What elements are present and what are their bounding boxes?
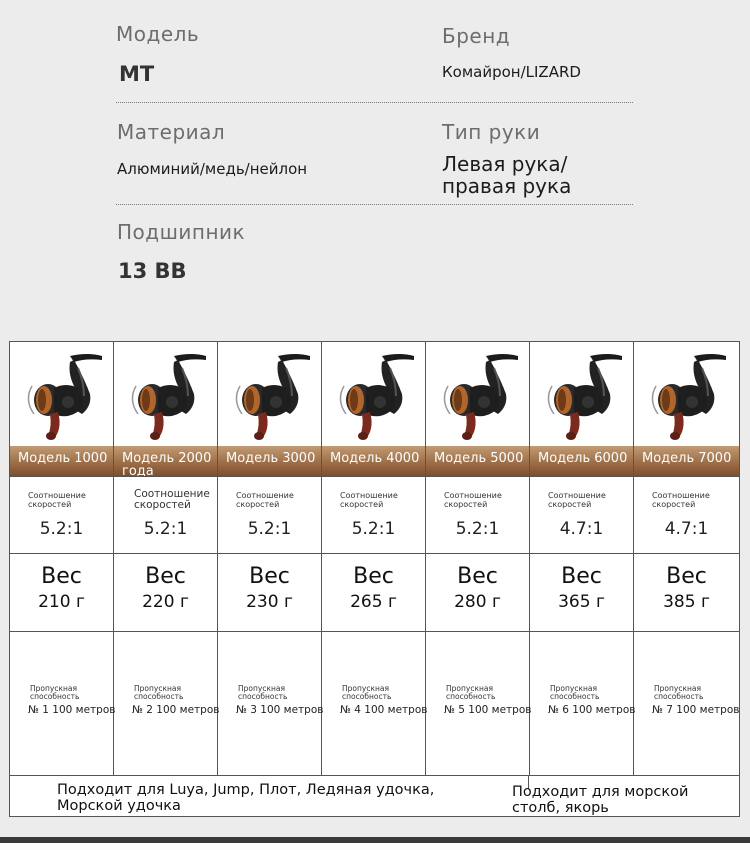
reel-image-cell	[114, 342, 217, 446]
line-capacity-cell	[426, 632, 532, 775]
reel-image-cell	[218, 342, 321, 446]
model-name: Модель 1000	[10, 446, 113, 476]
model-name: Модель 2000 года	[114, 446, 217, 476]
gear-ratio-value: 5.2:1	[39, 519, 84, 539]
suitable-row	[10, 775, 739, 817]
gear-ratio-cell	[218, 476, 321, 554]
hand-value-line2: правая рука	[442, 174, 572, 198]
model-column	[322, 342, 426, 775]
weight-value: 265 г	[350, 592, 397, 612]
gear-ratio-label: Соотношение скоростей	[652, 491, 710, 509]
model-name: Модель 6000	[530, 446, 633, 476]
reel-image-cell	[426, 342, 529, 446]
line-capacity-cell	[530, 632, 636, 775]
gear-ratio-cell	[634, 476, 739, 554]
weight-value: 220 г	[142, 592, 189, 612]
line-capacity-cell	[634, 632, 739, 775]
weight-cell	[426, 554, 529, 632]
line-capacity-cell	[218, 632, 324, 775]
gear-ratio-value: 5.2:1	[455, 519, 500, 539]
weight-value: 230 г	[246, 592, 293, 612]
weight-label: Вес	[666, 564, 707, 589]
weight-value: 365 г	[558, 592, 605, 612]
line-capacity-cell	[322, 632, 428, 775]
bearing-label: Подшипник	[117, 220, 246, 244]
model-column	[114, 342, 218, 775]
line-capacity-cell	[10, 632, 116, 775]
material-value: Алюминий/медь/нейлон	[117, 160, 308, 178]
gear-ratio-cell	[10, 476, 113, 554]
line-capacity-value: № 4 100 метров	[340, 704, 428, 716]
weight-cell	[114, 554, 217, 632]
brand-label: Бренд	[442, 24, 511, 48]
model-name: Модель 5000	[426, 446, 529, 476]
weight-cell	[530, 554, 633, 632]
gear-ratio-label: Соотношение скоростей	[236, 491, 294, 509]
line-capacity-value: № 3 100 метров	[236, 704, 324, 716]
fishing-reel-image	[226, 348, 316, 444]
line-capacity-value: № 5 100 метров	[444, 704, 532, 716]
fishing-reel-image	[330, 348, 420, 444]
line-capacity-label: Пропускная способность	[342, 684, 392, 701]
gear-ratio-cell	[322, 476, 425, 554]
line-capacity-label: Пропускная способность	[30, 684, 80, 701]
model-column	[426, 342, 530, 775]
line-capacity-value: № 2 100 метров	[132, 704, 220, 716]
gear-ratio-cell	[530, 476, 633, 554]
weight-cell	[10, 554, 113, 632]
suitable-for-sea-text: Подходит для морской столб, якорь	[512, 784, 689, 816]
line-capacity-value: № 7 100 метров	[652, 704, 740, 716]
hand-value-line1: Левая рука/	[442, 152, 568, 176]
brand-value: Комайрон/LIZARD	[442, 63, 581, 81]
line-capacity-label: Пропускная способность	[446, 684, 496, 701]
line-capacity-cell	[114, 632, 220, 775]
fishing-reel-image	[18, 348, 108, 444]
model-value: MT	[119, 62, 155, 86]
weight-label: Вес	[561, 564, 602, 589]
gear-ratio-label: Соотношение скоростей	[548, 491, 606, 509]
weight-cell	[634, 554, 739, 632]
spec-section	[0, 0, 750, 340]
weight-cell	[218, 554, 321, 632]
weight-label: Вес	[457, 564, 498, 589]
gear-ratio-value: 5.2:1	[247, 519, 292, 539]
hand-label: Тип руки	[442, 120, 541, 144]
suitable-for-text: Подходит для Luya, Jump, Плот, Ледяная удочка, Морской удочка	[57, 782, 435, 814]
fishing-reel-image	[122, 348, 212, 444]
reel-image-cell	[634, 342, 739, 446]
weight-label: Вес	[249, 564, 290, 589]
bottom-band	[0, 837, 750, 843]
weight-label: Вес	[41, 564, 82, 589]
weight-label: Вес	[145, 564, 186, 589]
line-capacity-label: Пропускная способность	[654, 684, 704, 701]
gear-ratio-value: 4.7:1	[664, 519, 709, 539]
fishing-reel-image	[538, 348, 628, 444]
model-name: Модель 3000	[218, 446, 321, 476]
model-name: Модель 4000	[322, 446, 425, 476]
model-spec-table	[9, 341, 740, 817]
fishing-reel-image	[434, 348, 524, 444]
gear-ratio-label: Соотношение скоростей	[444, 491, 502, 509]
gear-ratio-label: Соотношение скоростей	[340, 491, 398, 509]
model-label: Модель	[116, 22, 200, 46]
line-capacity-value: № 6 100 метров	[548, 704, 636, 716]
gear-ratio-cell	[114, 476, 217, 554]
spec-divider	[116, 102, 633, 103]
weight-value: 280 г	[454, 592, 501, 612]
gear-ratio-cell	[426, 476, 529, 554]
reel-image-cell	[530, 342, 633, 446]
reel-image-cell	[10, 342, 113, 446]
weight-value: 385 г	[663, 592, 710, 612]
gear-ratio-label: Соотношение скоростей	[28, 491, 86, 509]
model-column	[10, 342, 114, 775]
gear-ratio-value: 4.7:1	[559, 519, 604, 539]
line-capacity-label: Пропускная способность	[238, 684, 288, 701]
gear-ratio-value: 5.2:1	[143, 519, 188, 539]
gear-ratio-label: Соотношение скоростей	[134, 488, 210, 511]
spec-divider	[116, 204, 633, 205]
model-column	[530, 342, 634, 775]
weight-cell	[322, 554, 425, 632]
weight-value: 210 г	[38, 592, 85, 612]
material-label: Материал	[117, 120, 226, 144]
reel-image-cell	[322, 342, 425, 446]
weight-label: Вес	[353, 564, 394, 589]
bearing-value: 13 BB	[118, 259, 187, 283]
gear-ratio-value: 5.2:1	[351, 519, 396, 539]
model-name: Модель 7000	[634, 446, 739, 476]
line-capacity-label: Пропускная способность	[550, 684, 600, 701]
line-capacity-label: Пропускная способность	[134, 684, 184, 701]
fishing-reel-image	[642, 348, 732, 444]
model-column	[218, 342, 322, 775]
line-capacity-value: № 1 100 метров	[28, 704, 116, 716]
model-column	[634, 342, 739, 775]
